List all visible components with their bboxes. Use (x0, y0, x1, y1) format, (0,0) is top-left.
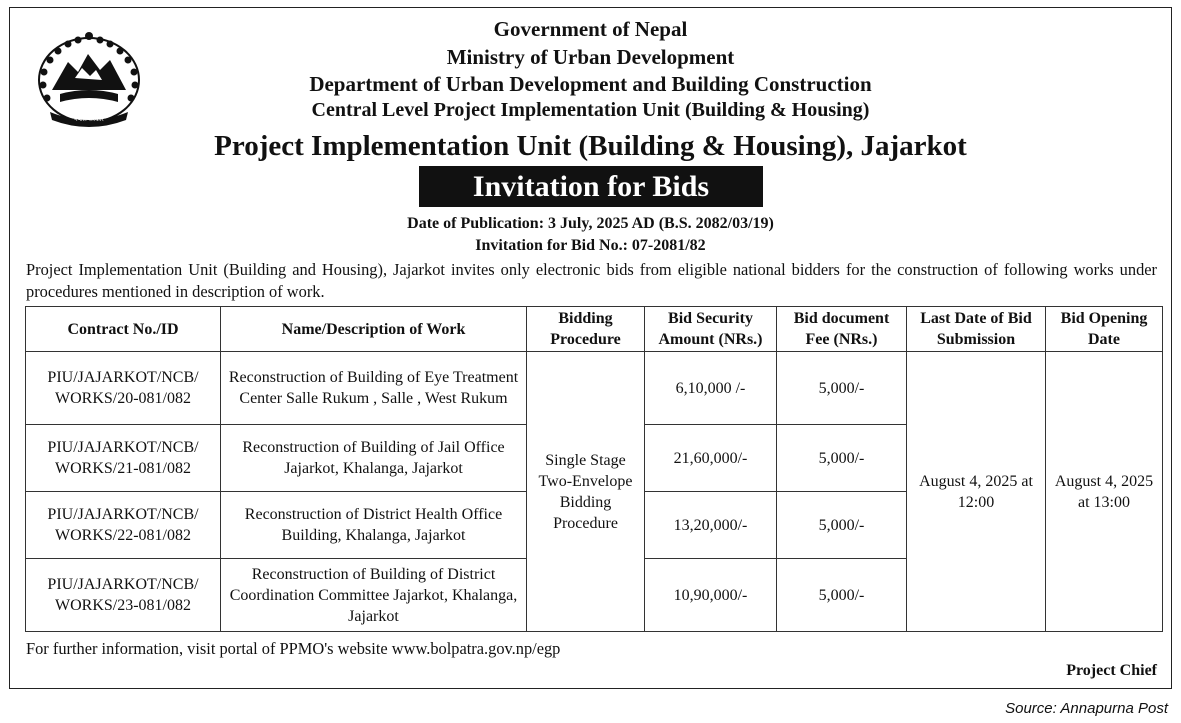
ministry-name: Ministry of Urban Development (446, 45, 735, 69)
header-fee: Bid document Fee (NRs.) (777, 307, 907, 352)
bidding-procedure: Single Stage Two-Envelope Bidding Procedure (527, 352, 645, 632)
emblem-caption: नेपाल सरकार (74, 116, 104, 123)
work-description: Reconstruction of District Health Office Building, Khalanga, Jajarkot (221, 492, 527, 559)
work-description: Reconstruction of Building of District Coordination Committee Jajarkot, Khalanga, Jajarkot (221, 559, 527, 632)
government-name: Government of Nepal (493, 17, 688, 41)
header-name: Name/Description of Work (221, 307, 527, 352)
intro-paragraph: Project Implementation Unit (Building and Housing), Jajarkot invites only electronic bids from eligible national bidders for the construction of following works under procedures mentioned in description of work. (26, 260, 1157, 301)
source-credit: Source: Annapurna Post (1005, 700, 1168, 717)
contract-id: PIU/JAJARKOT/NCB/ WORKS/20-081/082 (26, 352, 221, 425)
bid-number: Invitation for Bid No.: 07-2081/82 (475, 237, 706, 254)
signatory: Project Chief (1066, 662, 1157, 679)
contract-id: PIU/JAJARKOT/NCB/ WORKS/23-081/082 (26, 559, 221, 632)
contract-id: PIU/JAJARKOT/NCB/ WORKS/22-081/082 (26, 492, 221, 559)
last-submission-date: August 4, 2025 at 12:00 (907, 352, 1046, 632)
work-description: Reconstruction of Building of Eye Treatment Center Salle Rukum , Salle , West Rukum (221, 352, 527, 425)
bid-security: 13,20,000/- (645, 492, 777, 559)
document-fee: 5,000/- (777, 425, 907, 492)
bid-security: 21,60,000/- (645, 425, 777, 492)
department-name: Department of Urban Development and Building Construction (309, 72, 872, 96)
header-opening: Bid Opening Date (1046, 307, 1163, 352)
further-info: For further information, visit portal of PPMO's website www.bolpatra.gov.np/egp (26, 639, 561, 658)
document-fee: 5,000/- (777, 352, 907, 425)
document-fee: 5,000/- (777, 559, 907, 632)
table-header-row (26, 307, 1163, 352)
bid-opening-date: August 4, 2025 at 13:00 (1046, 352, 1163, 632)
header-procedure: Bidding Procedure (527, 307, 645, 352)
invitation-banner: Invitation for Bids (419, 166, 763, 207)
central-unit-name: Central Level Project Implementation Unit (Building & Housing) (311, 99, 870, 121)
bid-security: 10,90,000/- (645, 559, 777, 632)
document-fee: 5,000/- (777, 492, 907, 559)
bids-table (25, 306, 1163, 632)
bid-security: 6,10,000 /- (645, 352, 777, 425)
office-title: Project Implementation Unit (Building & Housing), Jajarkot (214, 130, 967, 162)
contract-id: PIU/JAJARKOT/NCB/ WORKS/21-081/082 (26, 425, 221, 492)
header-last-date: Last Date of Bid Submission (907, 307, 1046, 352)
header-security: Bid Security Amount (NRs.) (645, 307, 777, 352)
header-contract: Contract No./ID (26, 307, 221, 352)
table-row (26, 352, 1163, 425)
publication-date: Date of Publication: 3 July, 2025 AD (B.S. 2082/03/19) (407, 215, 774, 232)
work-description: Reconstruction of Building of Jail Office Jajarkot, Khalanga, Jajarkot (221, 425, 527, 492)
